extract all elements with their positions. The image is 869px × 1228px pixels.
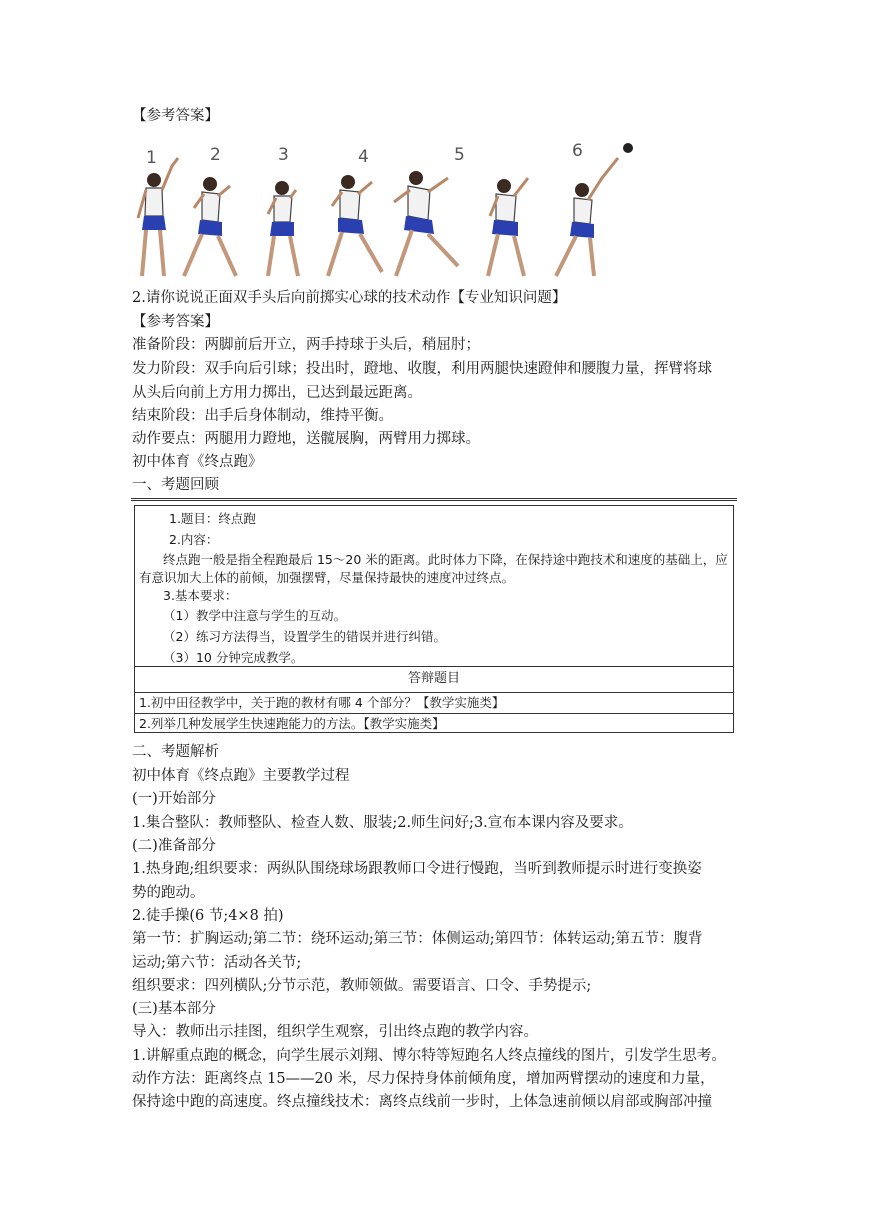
part-heading: (二)准备部分 xyxy=(132,838,216,854)
step-number-4: 4 xyxy=(358,147,369,167)
body-line: 动作方法：距离终点 15——20 米，尽力保持身体前倾角度，增加两臂摆动的速度和力量， xyxy=(132,1071,715,1087)
shot-put-figure xyxy=(132,138,642,283)
body-line: 1.热身跑;组织要求：两纵队围绕球场跟教师口令进行慢跑，当听到教师提示时进行变换姿 xyxy=(132,861,702,877)
figure-step-4 xyxy=(328,147,382,276)
review-heading: 一、考题回顾 xyxy=(132,477,219,493)
step-number-2: 2 xyxy=(210,145,221,165)
answer-line: 准备阶段：两脚前后开立，两手持球于头后，稍屈肘； xyxy=(132,337,480,353)
figure-step-5 xyxy=(394,145,465,276)
defense-question: 2.列举几种发展学生快速跑能力的方法。【教学实施类】 xyxy=(139,716,445,731)
exam-requirements-label: 3.基本要求： xyxy=(163,588,238,603)
exam-requirement: （3）10 分钟完成教学。 xyxy=(163,650,304,665)
answer-line: 结束阶段：出手后身体制动，维持平衡。 xyxy=(132,408,393,424)
defense-question: 1.初中田径教学中，关于跑的教材有哪 4 个部分？【教学实施类】 xyxy=(135,692,733,714)
exam-table xyxy=(134,505,734,733)
process-title: 初中体育《终点跑》主要教学过程 xyxy=(132,768,350,784)
exam-requirement: （2）练习方法得当，设置学生的错误并进行纠错。 xyxy=(163,629,446,644)
answer-heading: 【参考答案】 xyxy=(132,108,219,124)
defense-header: 答辩题目 xyxy=(135,666,733,693)
step-number-1: 1 xyxy=(146,148,157,168)
figure-step-1 xyxy=(138,148,178,276)
figure-step-3 xyxy=(268,145,298,276)
exam-item-title: 1.题目：终点跑 xyxy=(169,511,256,526)
body-line: 1.集合整队：教师整队、检查人数、服装;2.师生问好;3.宣布本课内容及要求。 xyxy=(132,815,633,831)
part-heading: (三)基本部分 xyxy=(132,1001,216,1017)
step-number-6: 6 xyxy=(572,141,583,161)
body-line: 组织要求：四列横队;分节示范，教师领做。需要语言、口令、手势提示; xyxy=(132,978,592,994)
exam-content-line: 终点跑一般是指全程跑最后 15～20 米的距离。此时体力下降，在保持途中跑技术和速度的基础上，应 xyxy=(163,552,728,567)
analysis-heading: 二、考题解析 xyxy=(132,744,219,760)
body-line: 势的跑动。 xyxy=(132,885,205,901)
exam-item-content-label: 2.内容： xyxy=(169,532,219,547)
answer-line: 动作要点：两腿用力蹬地，送髋展胸，两臂用力掷球。 xyxy=(132,431,480,447)
exam-content-line: 有意识加大上体的前倾，加强摆臂，尽量保持最快的速度冲过终点。 xyxy=(139,570,515,585)
body-line: 运动;第六节：活动各关节; xyxy=(132,955,302,971)
figure-step-2 xyxy=(184,145,236,276)
answer-line: 从头后向前上方用力掷出，已达到最远距离。 xyxy=(132,385,422,401)
body-line: 导入：教师出示挂图，组织学生观察，引出终点跑的教学内容。 xyxy=(132,1024,538,1040)
table-top-rule xyxy=(131,498,737,501)
lesson-title: 初中体育《终点跑》 xyxy=(132,454,263,470)
body-line: 1.讲解重点跑的概念，向学生展示刘翔、博尔特等短跑名人终点撞线的图片，引发学生思考。 xyxy=(132,1048,726,1064)
part-heading: (一)开始部分 xyxy=(132,791,216,807)
figure-step-6 xyxy=(488,141,633,276)
body-line: 第一节：扩胸运动;第二节：绕环运动;第三节：体侧运动;第四节：体转运动;第五节：腹背 xyxy=(132,931,703,947)
exam-requirement: （1）教学中注意与学生的互动。 xyxy=(163,608,346,623)
body-line: 2.徒手操(6 节;4×8 拍) xyxy=(132,908,284,924)
step-number-3: 3 xyxy=(278,145,289,165)
answer-line: 发力阶段：双手向后引球；投出时，蹬地、收腹，利用两腿快速蹬伸和腰腹力量，挥臂将球 xyxy=(132,361,712,377)
answer-heading-2: 【参考答案】 xyxy=(132,314,219,330)
step-number-5: 5 xyxy=(454,145,465,165)
exam-content-cell xyxy=(135,506,733,667)
question-2: 2.请你说说正面双手头后向前掷实心球的技术动作【专业知识问题】 xyxy=(132,290,567,306)
body-line: 保持途中跑的高速度。终点撞线技术：离终点线前一步时，上体急速前倾以肩部或胸部冲撞 xyxy=(132,1094,712,1110)
